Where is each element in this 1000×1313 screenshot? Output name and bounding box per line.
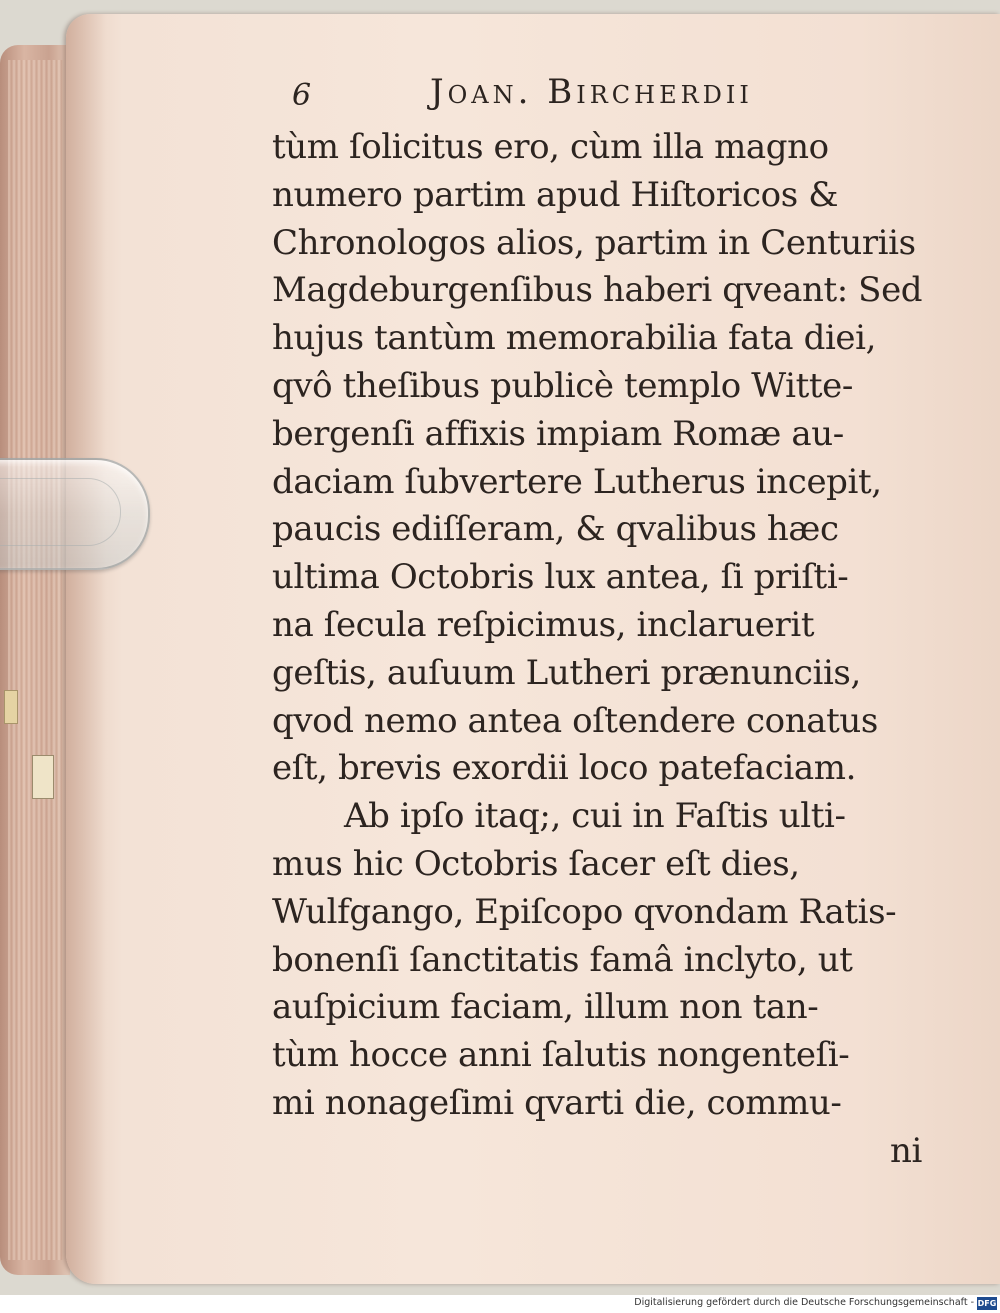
text-line: ultima Octobris lux antea, ſi priſti-	[272, 557, 849, 598]
funding-credit: Digitalisierung gefördert durch die Deutsche Forschungsgemeinschaft -	[634, 1297, 974, 1308]
text-line: paucis ediſſeram, & qvalibus hæc	[272, 509, 839, 550]
text-line: Chronologos alios, partim in Centuriis	[272, 222, 916, 263]
text-line: eſt, brevis exordii loco patefaciam.	[272, 748, 856, 789]
text-line: qvô theſibus publicè templo Witte-	[272, 365, 853, 406]
page-tab-marker-upper	[4, 690, 18, 724]
text-line: numero partim apud Hiſtoricos &	[272, 174, 839, 215]
text-line: Ab ipſo itaq;, cui in Faſtis ulti-	[344, 796, 846, 837]
text-line: mus hic Octobris ſacer eſt dies,	[272, 843, 800, 884]
text-line: Wulfgango, Epiſcopo qvondam Ratis-	[272, 891, 897, 932]
page-tab-marker	[32, 755, 54, 799]
text-line: tùm hocce anni ſalutis nongenteſi-	[272, 1035, 850, 1076]
text-line: tùm ſolicitus ero, cùm illa magno	[272, 127, 829, 167]
text-line: bergenſi affixis impiam Romæ au-	[272, 413, 844, 454]
page-edges	[8, 60, 63, 1260]
text-line: na ſecula reſpicimus, inclaruerit	[272, 604, 815, 645]
paragraph-1	[272, 124, 942, 793]
text-line: Magdeburgenſibus haberi qveant: Sed	[272, 270, 923, 311]
text-line: daciam ſubvertere Lutherus incepit,	[272, 461, 882, 502]
text-line: auſpicium faciam, illum non tan-	[272, 987, 819, 1028]
page-header	[272, 64, 942, 124]
running-head: Joan. Bircherdii	[430, 72, 753, 112]
page-clip	[0, 458, 150, 570]
page-clip-inner	[0, 478, 121, 546]
paragraph-2	[272, 793, 942, 1128]
text-line: geſtis, auſuum Lutheri prænunciis,	[272, 652, 861, 693]
page-text	[272, 64, 942, 1176]
gutter-shadow	[66, 14, 106, 1284]
text-line: qvod nemo antea oſtendere conatus	[272, 700, 878, 741]
catchword: ni	[890, 1130, 922, 1171]
text-line: bonenſi ſanctitatis famâ inclyto, ut	[272, 939, 853, 980]
text-line: hujus tantùm memorabilia fata diei,	[272, 318, 877, 359]
text-line: mi nonageſimi qvarti die, commu-	[272, 1082, 842, 1123]
page-number: 6	[292, 78, 315, 113]
dfg-logo: DFG	[977, 1299, 997, 1308]
